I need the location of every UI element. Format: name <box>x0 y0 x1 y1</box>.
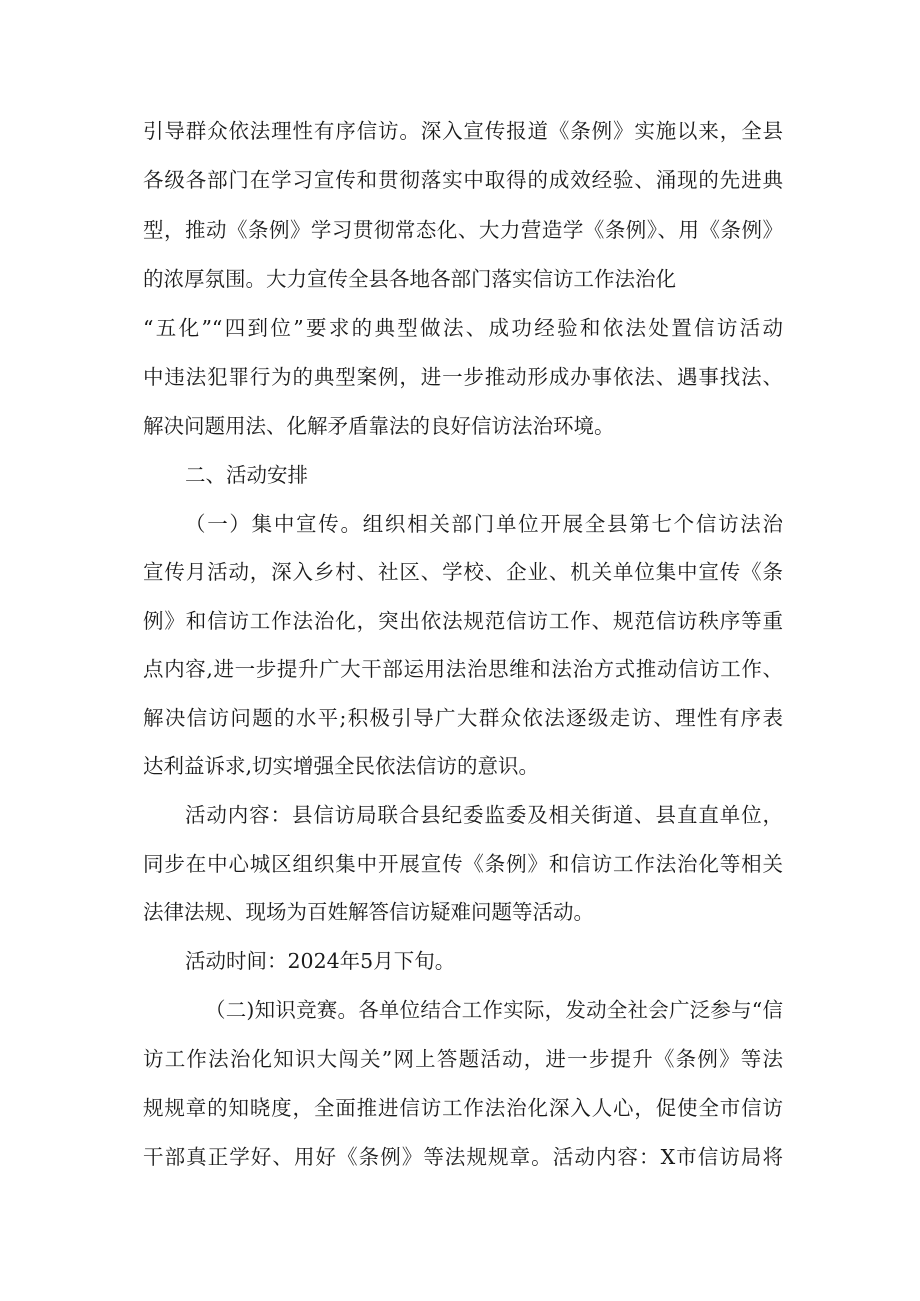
section-heading: 二、活动安排 <box>185 463 308 487</box>
paragraph-1-line-2: 各级各部门在学习宣传和贯彻落实中取得的成效经验、涌现的先进典 <box>143 168 783 192</box>
paragraph-6-line-1: （二)知识竞赛。各单位结合工作实际，发动全社会广泛参与“信 <box>205 998 783 1022</box>
paragraph-3-line-4: 点内容,进一步提升广大干部运用法治思维和法治方式推动信访工作、 <box>143 657 783 681</box>
paragraph-6-line-3: 规规章的知晓度，全面推进信访工作法治化深入人心，促使全市信访 <box>143 1096 783 1120</box>
paragraph-6-line-4: 干部真正学好、用好《条例》等法规规章。活动内容：X市信访局将 <box>143 1145 783 1169</box>
activity-time-line: 活动时间：2024年5月下旬。 <box>185 949 456 973</box>
paragraph-6-line-2: 访工作法治化知识大闯关”网上答题活动，进一步提升《条例》等法 <box>143 1047 783 1071</box>
paragraph-1-line-5: “五化”“四到位”要求的典型做法、成功经验和依法处置信访活动 <box>143 316 783 340</box>
paragraph-1-line-6: 中违法犯罪行为的典型案例，进一步推动形成办事依法、遇事找法、 <box>143 365 783 389</box>
paragraph-1-line-3: 型，推动《条例》学习贯彻常态化、大力营造学《条例》、用《条例》 <box>143 218 783 242</box>
paragraph-3-line-3: 例》和信访工作法治化，突出依法规范信访工作、规范信访秩序等重 <box>143 609 783 633</box>
paragraph-4-line-3: 法律法规、现场为百姓解答信访疑难问题等活动。 <box>143 900 594 924</box>
paragraph-1-line-4: 的浓厚氛围。大力宣传全县各地各部门落实信访工作法治化 <box>143 267 676 291</box>
paragraph-4-line-2: 同步在中心城区组织集中开展宣传《条例》和信访工作法治化等相关 <box>143 852 783 876</box>
paragraph-4-line-1: 活动内容：县信访局联合县纪委监委及相关街道、县直直单位， <box>185 803 783 827</box>
paragraph-3-line-6: 达利益诉求,切实增强全民依法信访的意识。 <box>143 754 540 778</box>
paragraph-1-line-7: 解决问题用法、化解矛盾靠法的良好信访法治环境。 <box>143 414 615 438</box>
paragraph-1-line-1: 引导群众依法理性有序信访。深入宣传报道《条例》实施以来，全县 <box>143 119 783 143</box>
paragraph-3-line-2: 宣传月活动，深入乡村、社区、学校、企业、机关单位集中宣传《条 <box>143 560 783 584</box>
paragraph-3-line-1: （一）集中宣传。组织相关部门单位开展全县第七个信访法治 <box>185 512 783 536</box>
paragraph-3-line-5: 解决信访问题的水平;积极引导广大群众依法逐级走访、理性有序表 <box>143 706 783 730</box>
